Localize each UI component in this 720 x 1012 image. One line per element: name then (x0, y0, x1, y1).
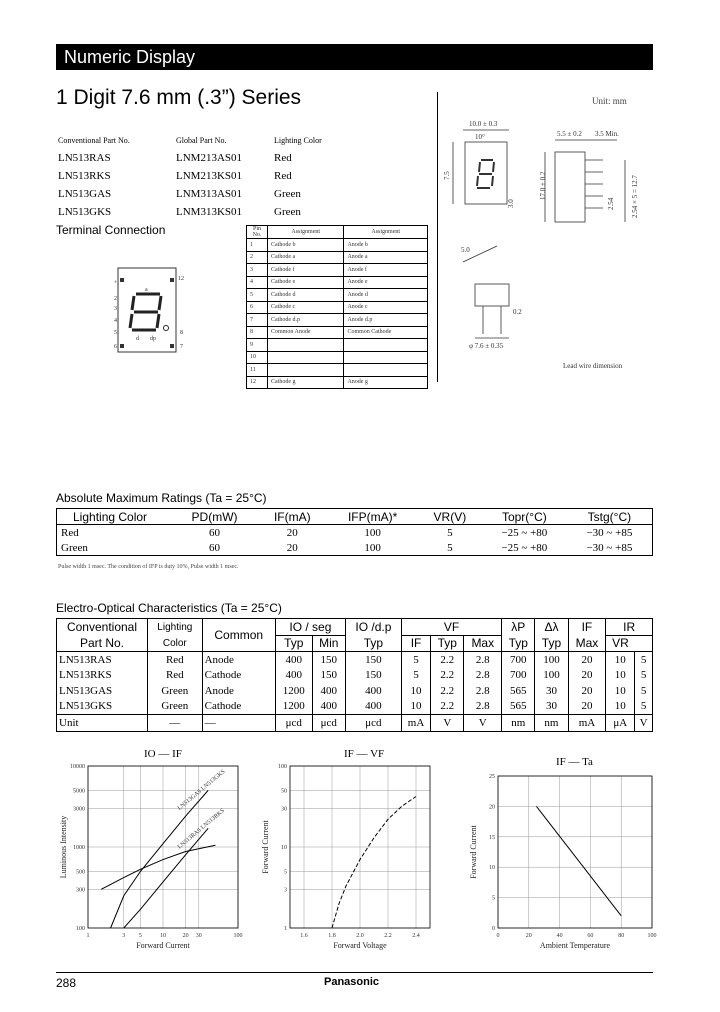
eo-cell: Green (148, 699, 203, 715)
eo-cell: 5 (635, 668, 653, 684)
x-tick-label: 10 (160, 933, 166, 939)
x-tick-label: 60 (587, 933, 594, 939)
col-header: Lighting (148, 619, 203, 636)
series-line (101, 845, 215, 889)
series-line (111, 790, 209, 928)
pin-assignment: Anode f (344, 264, 428, 277)
eo-cell: Green (148, 683, 203, 699)
col-conv: Conventional Part No. (58, 136, 130, 145)
eo-cell: Cathode (202, 668, 275, 684)
terminal-table (246, 225, 428, 389)
eo-cell: 5 (635, 699, 653, 715)
rating-cell: −30 ~ +85 (586, 541, 633, 554)
pin-number: 5 (247, 289, 268, 302)
pin-diagram (108, 264, 196, 356)
col-header: Min (312, 635, 345, 652)
col-header: Typ (431, 635, 464, 652)
series-line (124, 828, 208, 928)
col-header: Max (464, 635, 502, 652)
table-row (247, 339, 428, 352)
pin-number: 4 (247, 276, 268, 289)
pin-assignment: Common Cathode (344, 326, 428, 339)
col-header: IO /d.p (345, 619, 401, 636)
chart3-title: IF — Ta (556, 756, 593, 768)
eo-cell: 20 (568, 699, 606, 715)
eo-cell: 400 (275, 652, 312, 668)
dim-height: 7.5 (443, 171, 451, 180)
table-row (247, 364, 428, 377)
table-row (58, 167, 322, 185)
part-color: Red (274, 170, 292, 182)
eo-cell: mA (568, 715, 606, 732)
part-conv: LN513GAS (58, 188, 112, 200)
x-tick-label: 3 (122, 933, 126, 939)
part-global: LNM213KS01 (176, 170, 243, 182)
eo-cell: 400 (312, 683, 345, 699)
svg-text:4: 4 (114, 318, 117, 324)
y-tick-label: 5 (284, 869, 287, 876)
table-row (247, 351, 428, 364)
table-row (247, 239, 428, 252)
pin-assignment (344, 351, 428, 364)
x-tick-label: 20 (182, 933, 189, 939)
col-header: Typ (502, 635, 535, 652)
col-header: PD(mW) (172, 509, 257, 525)
unit-row (57, 715, 653, 732)
pin-assignment: Anode g (344, 376, 428, 389)
col-color: Lighting Color (274, 136, 322, 145)
part-conv: LN513RAS (58, 152, 111, 164)
pin-number: 9 (247, 339, 268, 352)
eo-cell: 400 (312, 699, 345, 715)
col-header: VR(V) (418, 509, 482, 525)
col-header: IO / seg (275, 619, 345, 636)
part-conv: LN513RKS (58, 170, 111, 182)
pin-assignment (268, 339, 344, 352)
pin-assignment: Cathode d.p (268, 314, 344, 327)
pin-assignment: Common Anode (268, 326, 344, 339)
lead-note: Lead wire dimension (563, 362, 623, 370)
pin-number: 11 (247, 364, 268, 377)
pin-number: 7 (247, 314, 268, 327)
pin-assignment: Cathode c (268, 301, 344, 314)
y-tick-label: 15 (489, 834, 495, 841)
rating-cell: 60 (209, 526, 221, 539)
dim-lead: 5.0 (461, 246, 470, 254)
eo-cell: 10 (606, 668, 635, 684)
svg-text:d: d (136, 336, 139, 342)
assignment-header: Assignment (268, 226, 344, 239)
col-header: Part No. (57, 635, 148, 652)
eo-cell: 2.2 (431, 683, 464, 699)
eo-cell: — (148, 715, 203, 732)
col-header: IF (401, 635, 430, 652)
eo-cell: 20 (568, 652, 606, 668)
y-tick-label: 10000 (70, 764, 85, 770)
y-tick-label: 20 (489, 804, 495, 811)
rating-cell: 5 (447, 541, 453, 554)
pin-assignment (344, 339, 428, 352)
eo-cell: 2.8 (464, 699, 502, 715)
col-header: Color (148, 635, 203, 652)
dim-height2: 3.0 (507, 199, 515, 208)
table-row (57, 652, 653, 668)
eo-cell: 30 (535, 699, 568, 715)
eo-table (56, 618, 653, 732)
y-tick-label: 30 (281, 806, 287, 813)
x-tick-label: 40 (556, 933, 563, 939)
part-conv: LN513GKS (58, 206, 112, 218)
assignment-header: Assignment (344, 226, 428, 239)
part-global: LNM213AS01 (176, 152, 243, 164)
eo-cell: 10 (606, 652, 635, 668)
y-tick-label: 10 (489, 865, 495, 872)
rating-cell: 100 (364, 541, 381, 554)
dim-circle: φ 7.6 ± 0.35 (469, 342, 504, 350)
eo-cell: 10 (606, 699, 635, 715)
eo-cell: LN513RKS (59, 669, 112, 682)
table-row (58, 149, 322, 167)
eo-cell: 2.2 (431, 699, 464, 715)
part-color: Red (274, 152, 292, 164)
eo-cell: 2.8 (464, 683, 502, 699)
eo-cell: 20 (568, 683, 606, 699)
col-header: IF (568, 619, 606, 636)
eo-cell: Red (148, 668, 203, 684)
eo-cell: Anode (202, 652, 275, 668)
eo-cell: 2.8 (464, 668, 502, 684)
table-row (58, 185, 322, 203)
plot-frame (498, 776, 652, 928)
table-row (247, 264, 428, 277)
eo-title: Electro-Optical Characteristics (Ta = 25°C) (56, 601, 282, 615)
eo-cell: 5 (635, 683, 653, 699)
eo-cell: LN513GKS (59, 700, 113, 713)
svg-text:2: 2 (114, 296, 117, 302)
brand-logo: Panasonic (324, 976, 380, 988)
x-tick-label: 1 (86, 933, 90, 939)
col-header: IF(mA) (257, 509, 327, 525)
pin-assignment: Cathode e (268, 276, 344, 289)
rating-cell: 20 (286, 526, 298, 539)
col-header: Typ (275, 635, 312, 652)
eo-cell: 5 (635, 652, 653, 668)
rating-cell: −25 ~ +80 (501, 526, 548, 539)
eo-cell: V (464, 715, 502, 732)
y-tick-label: 300 (76, 887, 85, 894)
x-tick-label: 20 (525, 933, 532, 939)
pin-assignment: Anode e (344, 276, 428, 289)
dim-angle: 10° (475, 133, 485, 141)
eo-cell: 10 (401, 699, 430, 715)
table-row (57, 683, 653, 699)
table-row (57, 540, 653, 556)
table-row (247, 376, 428, 389)
svg-text:6: 6 (114, 344, 117, 350)
part-global: LNM313KS01 (176, 206, 243, 218)
dim-width: 10.0 ± 0.3 (469, 120, 498, 128)
chart-if-ta (462, 770, 662, 956)
x-tick-label: 0 (496, 933, 500, 939)
col-header: Tstg(°C) (567, 509, 653, 525)
part-color: Green (274, 206, 301, 218)
y-tick-label: 50 (281, 788, 287, 795)
x-axis-label: Ambient Temperature (539, 941, 611, 950)
eo-cell: 5 (401, 652, 430, 668)
x-tick-label: 2.0 (356, 933, 364, 939)
eo-cell: 10 (606, 683, 635, 699)
chart1-title: IO — IF (144, 748, 182, 760)
eo-cell: nm (502, 715, 535, 732)
series-line (537, 806, 622, 915)
table-row (57, 699, 653, 715)
x-axis-label: Forward Voltage (333, 941, 387, 950)
pin-assignment: Cathode d (268, 289, 344, 302)
y-tick-label: 100 (278, 764, 287, 770)
footer-rule (56, 972, 653, 973)
col-header: Common (202, 619, 275, 652)
pin-number: 12 (247, 376, 268, 389)
y-axis-label: Luminous Intensity (59, 815, 68, 879)
series-line (332, 797, 416, 928)
pin-assignment: Anode c (344, 301, 428, 314)
chart2-title: IF — VF (344, 748, 385, 760)
x-tick-label: 100 (233, 933, 243, 939)
x-tick-label: 2.2 (384, 933, 392, 939)
y-axis-label: Forward Current (469, 825, 478, 879)
rating-cell: Green (61, 541, 88, 554)
y-tick-label: 3000 (73, 806, 85, 813)
chart-io-if (56, 760, 246, 956)
table-row (247, 301, 428, 314)
eo-cell: — (202, 715, 275, 732)
col-header: Typ (345, 635, 401, 652)
svg-text:8: 8 (180, 330, 183, 336)
pin-number: 10 (247, 351, 268, 364)
chart-if-vf (258, 760, 438, 956)
col-header: VR (606, 635, 635, 652)
series-label: LN513RAS LN513RKS (177, 807, 226, 851)
eo-cell: Cathode (202, 699, 275, 715)
x-tick-label: 1.6 (300, 933, 308, 939)
page-title: 1 Digit 7.6 mm (.3”) Series (56, 86, 302, 109)
table-row (57, 525, 653, 541)
page-number: 288 (56, 976, 77, 990)
rating-cell: 5 (447, 526, 453, 539)
dimension-drawing (445, 112, 655, 374)
eo-cell: nm (535, 715, 568, 732)
eo-cell: 565 (502, 683, 535, 699)
dim-pitch: 2.54 × 5 = 12.7 (631, 175, 639, 218)
part-list-table (58, 136, 322, 221)
y-tick-label: 1 (284, 926, 287, 932)
y-tick-label: 100 (76, 926, 85, 932)
rating-cell: 100 (364, 526, 381, 539)
eo-cell: 1200 (275, 699, 312, 715)
y-tick-label: 5000 (73, 788, 85, 795)
eo-cell: μcd (275, 715, 312, 732)
y-tick-label: 500 (76, 869, 85, 876)
dim-min: 3.5 Min. (595, 130, 619, 138)
svg-text:5: 5 (114, 330, 117, 336)
dim-depth: 5.5 ± 0.2 (557, 130, 582, 138)
abs-max-note: Pulse width 1 msec. The condition of IFP is duty 10%, Pulse width 1 msec. (58, 564, 239, 570)
col-header: Topr(°C) (482, 509, 567, 525)
x-tick-label: 2.4 (412, 933, 420, 939)
part-global: LNM313AS01 (176, 188, 243, 200)
svg-text:a: a (145, 287, 148, 293)
eo-cell: LN513GAS (59, 684, 113, 697)
eo-cell: 700 (502, 652, 535, 668)
eo-cell: 565 (502, 699, 535, 715)
eo-cell: 30 (535, 683, 568, 699)
col-global: Global Part No. (176, 136, 227, 145)
section-header: Numeric Display (56, 44, 653, 70)
eo-cell: 100 (535, 652, 568, 668)
pin-assignment (344, 364, 428, 377)
svg-text:7: 7 (180, 344, 183, 350)
unit-label: Unit: mm (592, 96, 627, 106)
svg-text:dp: dp (150, 336, 156, 342)
x-tick-label: 5 (138, 933, 142, 939)
col-header: Δλ (535, 619, 568, 636)
pin-number: 2 (247, 251, 268, 264)
pin-assignment: Cathode f (268, 264, 344, 277)
eo-cell: Red (148, 652, 203, 668)
divider (437, 92, 438, 382)
pin-number: 8 (247, 326, 268, 339)
col-header: Lighting Color (57, 509, 173, 525)
eo-cell: 400 (345, 699, 401, 715)
series-label: LN513GAS LN513GKS (177, 768, 227, 812)
table-row (57, 668, 653, 684)
col-header: λP (502, 619, 535, 636)
pin-assignment (268, 364, 344, 377)
eo-cell: V (635, 715, 653, 732)
svg-text:+: + (114, 280, 118, 286)
eo-cell: Anode (202, 683, 275, 699)
x-tick-label: 1.8 (328, 933, 336, 939)
rating-cell: −30 ~ +85 (586, 526, 633, 539)
pin-assignment: Cathode b (268, 239, 344, 252)
eo-cell: μA (606, 715, 635, 732)
y-tick-label: 0 (492, 926, 495, 932)
eo-cell: 2.2 (431, 668, 464, 684)
part-color: Green (274, 188, 301, 200)
pin-assignment (268, 351, 344, 364)
dim-pitch2: 2.54 (607, 197, 615, 210)
eo-cell: 150 (312, 668, 345, 684)
table-row (247, 326, 428, 339)
col-header: IR (606, 619, 653, 636)
eo-cell: 100 (535, 668, 568, 684)
eo-cell: μcd (345, 715, 401, 732)
table-row (247, 314, 428, 327)
y-axis-label: Forward Current (261, 820, 270, 874)
eo-cell: 1200 (275, 683, 312, 699)
eo-cell: 700 (502, 668, 535, 684)
eo-cell: 150 (345, 668, 401, 684)
pin-assignment: Cathode g (268, 376, 344, 389)
eo-cell: LN513RAS (59, 653, 112, 666)
eo-cell: 400 (345, 683, 401, 699)
eo-cell: 5 (401, 668, 430, 684)
y-tick-label: 10 (281, 845, 287, 851)
x-tick-label: 100 (647, 933, 657, 939)
eo-cell: mA (401, 715, 430, 732)
rating-cell: Red (61, 526, 79, 539)
dim-gap: 0.2 (513, 308, 522, 316)
eo-cell: 10 (401, 683, 430, 699)
y-tick-label: 3 (284, 887, 287, 894)
pin-assignment: Anode d (344, 289, 428, 302)
eo-cell: V (431, 715, 464, 732)
pin-header: Pin No. (247, 226, 268, 239)
eo-cell: 2.2 (431, 652, 464, 668)
x-tick-label: 30 (195, 933, 202, 939)
y-tick-label: 1000 (73, 845, 85, 851)
col-header: VF (401, 619, 501, 636)
rating-cell: 60 (209, 541, 221, 554)
x-axis-label: Forward Current (136, 941, 190, 950)
pin-assignment: Anode a (344, 251, 428, 264)
rating-cell: 20 (286, 541, 298, 554)
table-row (58, 203, 322, 221)
col-header: Max (568, 635, 606, 652)
eo-cell: 400 (275, 668, 312, 684)
pin-number: 1 (247, 239, 268, 252)
eo-cell: 2.8 (464, 652, 502, 668)
abs-max-table (56, 508, 653, 556)
dim-total: 17.0 ± 0.2 (539, 171, 547, 200)
y-tick-label: 5 (492, 895, 495, 902)
eo-cell: 20 (568, 668, 606, 684)
pin-number: 3 (247, 264, 268, 277)
terminal-title: Terminal Connection (56, 223, 166, 237)
eo-cell: 150 (345, 652, 401, 668)
col-header: Typ (535, 635, 568, 652)
col-header: Conventional (66, 620, 138, 634)
eo-cell: 150 (312, 652, 345, 668)
table-row (247, 289, 428, 302)
svg-text:12: 12 (178, 276, 184, 282)
table-row (247, 276, 428, 289)
pin-assignment: Anode d.p (344, 314, 428, 327)
pin-assignment: Anode b (344, 239, 428, 252)
rating-cell: −25 ~ +80 (501, 541, 548, 554)
table-row (247, 251, 428, 264)
y-tick-label: 25 (489, 774, 495, 780)
pin-number: 6 (247, 301, 268, 314)
col-header: IFP(mA)* (327, 509, 417, 525)
abs-max-title: Absolute Maximum Ratings (Ta = 25°C) (56, 491, 267, 505)
eo-cell: Unit (57, 715, 148, 732)
svg-text:3: 3 (114, 306, 117, 312)
x-tick-label: 80 (618, 933, 625, 939)
eo-cell: μcd (312, 715, 345, 732)
pin-assignment: Cathode a (268, 251, 344, 264)
